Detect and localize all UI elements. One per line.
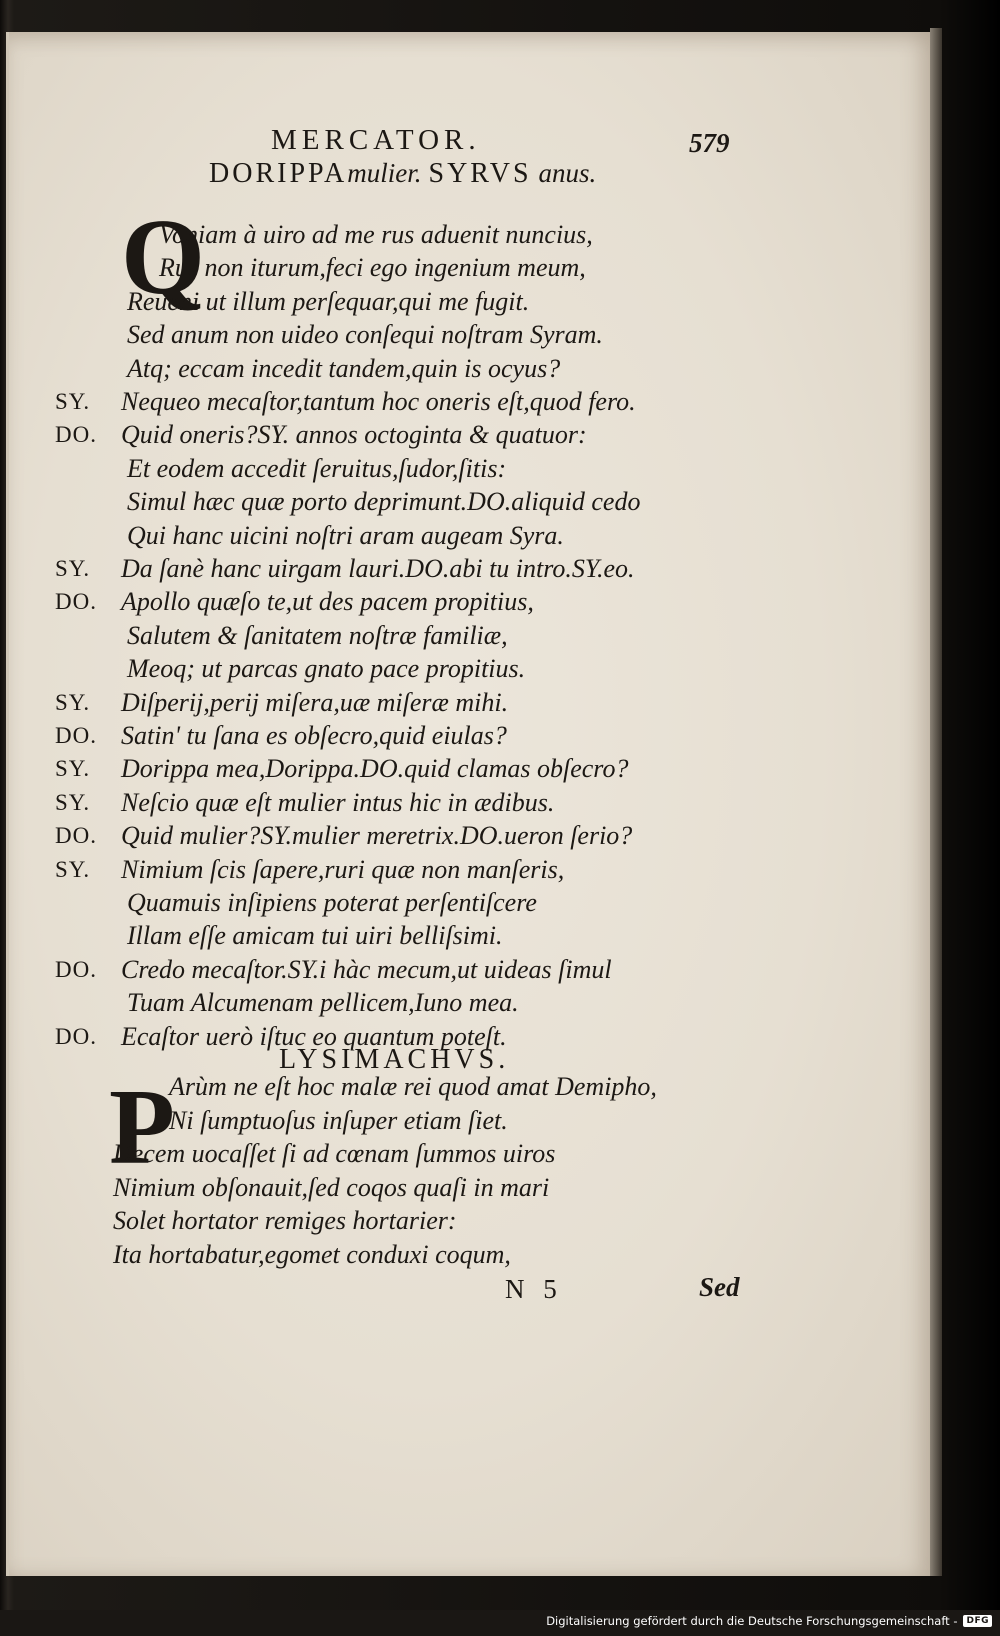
speaker-role-dorippa: mulier. (347, 158, 422, 188)
verse-line: Atq; eccam incedit tandem,quin is ocyus? (127, 353, 561, 383)
verse-line: Tuam Alcumenam pellicem,Iuno mea. (127, 988, 519, 1018)
verse-line: Diſperij,perij miſera,uæ miſeræ mihi. (121, 687, 509, 717)
verse-line: Et eodem accedit ſeruitus,ſudor,ſitis: (127, 453, 507, 483)
verse-line: Apollo quæſo te,ut des pacem propitius, (121, 587, 534, 617)
signature-mark: N 5 (505, 1274, 563, 1304)
page-number: 579 (689, 128, 730, 158)
drop-cap-q: Q (121, 198, 206, 317)
speaker-label: SY. (55, 389, 91, 414)
verse-line: Ni ſumptuoſus inſuper etiam ſiet. (169, 1105, 508, 1135)
page-edge (930, 28, 942, 1576)
verse-line: Salutem & ſanitatem noſtræ familiæ, (127, 620, 508, 650)
scene-speakers-heading (209, 158, 596, 190)
verse-line: Ita hortabatur,egomet conduxi coqum, (113, 1239, 511, 1269)
speaker-label: DO. (55, 823, 97, 849)
verse-line: Credo mecaſtor.SY.i hàc mecum,ut uideas ſimul (121, 954, 612, 984)
scene2-heading: LYSIMACHVS. (279, 1044, 510, 1075)
book-page (6, 32, 933, 1576)
speaker-label: SY. (55, 689, 91, 715)
verse-line: Simul hæc quæ porto deprimunt.DO.aliquid cedo (127, 487, 641, 517)
speaker-label: DO. (55, 589, 97, 615)
verse-line: Quid mulier?SY.mulier meretrix.DO.ueron ſerio? (121, 821, 633, 851)
verse-line: Sed anum non uideo conſequi noſtram Syram. (127, 320, 603, 350)
drop-cap-p: P (109, 1068, 175, 1187)
verse-line: Meoq; ut parcas gnato pace propitius. (127, 654, 526, 684)
verse-line: Nimium obſonauit,ſed coqos quaſi in mari (113, 1172, 550, 1202)
speaker-name-dorippa: DORIPPA (209, 158, 348, 189)
verse-line: Rus non iturum,feci ego ingenium meum, (159, 253, 586, 283)
speaker-label: SY. (55, 556, 91, 581)
speaker-label: DO. (55, 422, 97, 448)
verse-line: Quid oneris?SY. annos octoginta & quatuor: (121, 420, 587, 450)
verse-line: Illam eſſe amicam tui uiri belliſsimi. (127, 921, 503, 951)
speaker-label: DO. (55, 1023, 97, 1049)
verse-line: Voniam à uiro ad me rus aduenit nuncius, (159, 220, 593, 249)
speaker-label: SY. (55, 856, 91, 882)
verse-line: Nequeo mecaſtor,tantum hoc oneris eſt,quod fero. (121, 387, 636, 416)
verse-line: Decem uocaſſet ſi ad cœnam ſummos uiros (113, 1139, 556, 1168)
running-head: MERCATOR. (271, 124, 481, 156)
speaker-label: SY. (55, 789, 91, 815)
verse-line: Satin' tu ſana es obſecro,quid eiulas? (121, 721, 507, 750)
verse-line: Dorippa mea,Dorippa.DO.quid clamas obſecro? (121, 754, 629, 784)
verse-line: Neſcio quæ eſt mulier intus hic in ædibus. (121, 787, 555, 817)
verse-line: Reueni ut illum perſequar,qui me fugit. (127, 286, 530, 316)
speaker-label: SY. (55, 756, 91, 782)
speaker-name-syrus: SYRVS (428, 158, 532, 189)
verse-line: Da ſanè hanc uirgam lauri.DO.abi tu intro.SY.eo. (121, 554, 635, 583)
verse-line: Arùm ne eſt hoc malæ rei quod amat Demipho, (169, 1072, 657, 1101)
speaker-label: DO. (55, 956, 97, 982)
verse-line: Qui hanc uicini noſtri aram augeam Syra. (127, 520, 564, 550)
speaker-role-syrus: anus. (538, 158, 597, 188)
verse-line: Ecaſtor uerò iſtuc eo quantum poteſt. (121, 1021, 507, 1051)
digitization-credit: Digitalisierung gefördert durch die Deutsche Forschungsgemeinschaft - (546, 1614, 958, 1628)
page-text (9, 32, 933, 1576)
digitization-footer (546, 1614, 992, 1628)
verse-line: Nimium ſcis ſapere,ruri quæ non manſeris, (121, 854, 565, 884)
speaker-label: DO. (55, 723, 97, 748)
verse-line: Quamuis inſipiens poterat perſentiſcere (127, 888, 537, 917)
verse-line: Solet hortator remiges hortarier: (113, 1206, 457, 1235)
catchword: Sed (699, 1272, 740, 1302)
dfg-logo: DFG (963, 1615, 992, 1627)
